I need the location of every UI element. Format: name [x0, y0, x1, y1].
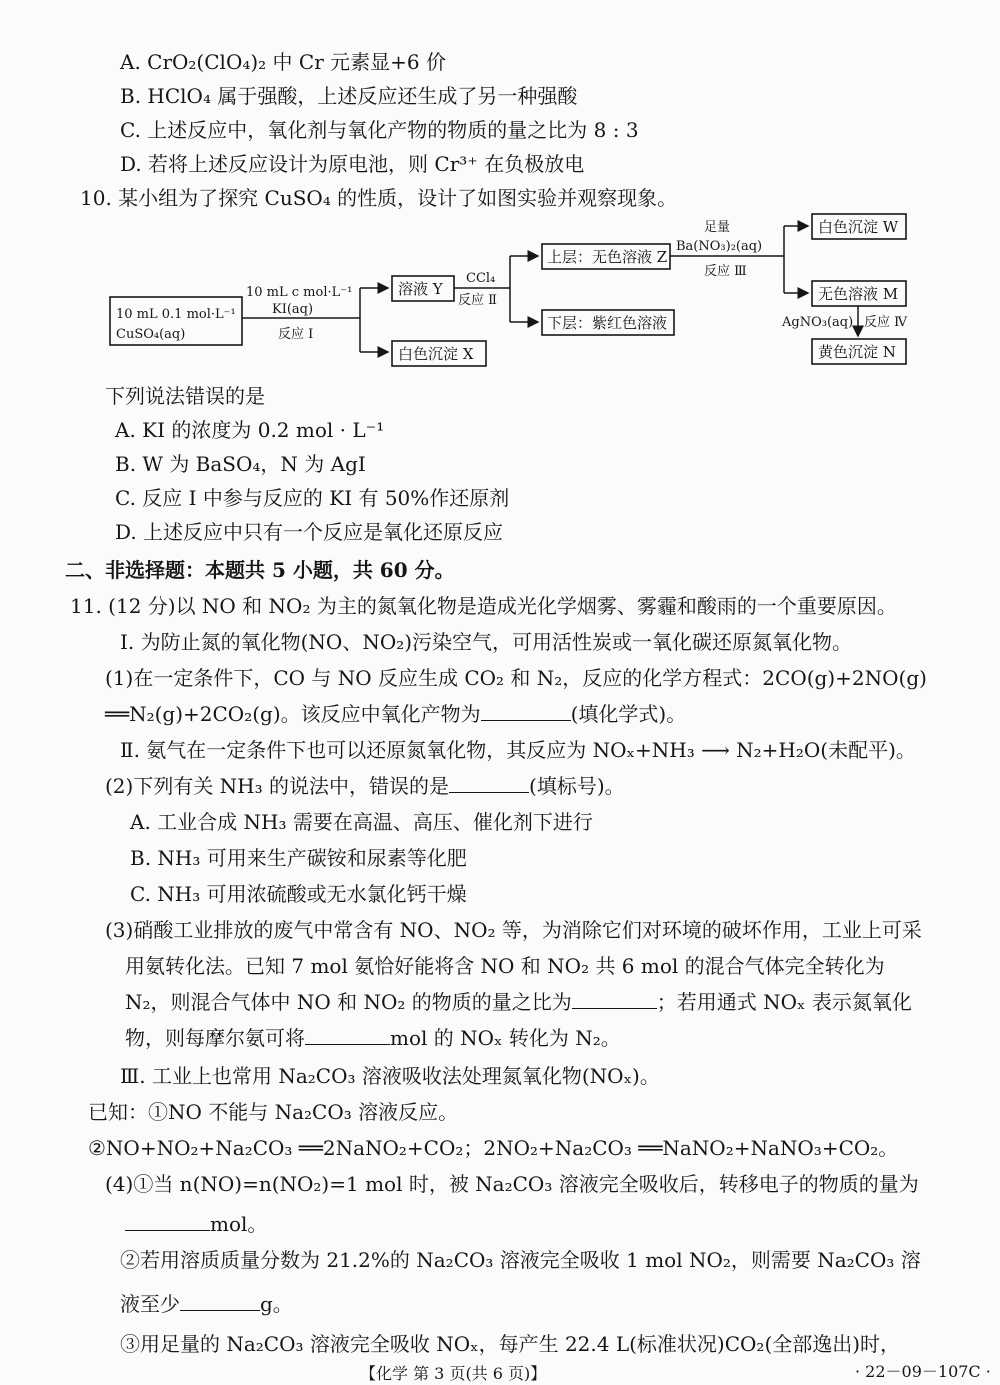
q11-sub-2-option-b: B. NH₃ 可用来生产碳铵和尿素等化肥	[130, 846, 467, 870]
q11-part-1: Ⅰ. 为防止氮的氧化物(NO、NO₂)污染空气，可用活性炭或一氧化碳还原氮氧化物。	[120, 630, 853, 654]
reaction-3-label: 反应 Ⅲ	[704, 264, 747, 279]
q11-sub-1-text-a: ══N₂(g)+2CO₂(g)。该反应中氧化产物为	[105, 702, 481, 726]
q11-sub-3-text-a: N₂，则混合气体中 NO 和 NO₂ 的物质的量之比为	[125, 990, 572, 1014]
answer-blank-6[interactable]	[180, 1292, 260, 1311]
q11-sub-3-text-b: ；若用通式 NOₓ 表示氮氧化	[656, 990, 912, 1014]
reaction-2-label: 反应 Ⅱ	[458, 293, 497, 308]
reaction-1-kI: KI(aq)	[272, 302, 314, 317]
q11-sub-4-3-line1: ③用足量的 Na₂CO₃ 溶液完全吸收 NOₓ，每产生 22.4 L(标准状况)CO₂(全部逸出)时，	[120, 1332, 901, 1356]
reaction-3-amount: 足量	[704, 220, 731, 235]
q9-option-d: D. 若将上述反应设计为原电池，则 Cr³⁺ 在负极放电	[120, 152, 585, 176]
answer-blank-5[interactable]	[125, 1212, 210, 1231]
q11-sub-4-2-text-b: g。	[260, 1292, 293, 1316]
q11-sub-3-text-d: mol 的 NOₓ 转化为 N₂。	[390, 1026, 621, 1050]
q10-option-b: B. W 为 BaSO₄，N 为 AgI	[115, 452, 366, 476]
q11-stem: 11. (12 分)以 NO 和 NO₂ 为主的氮氧化物是造成光化学烟雾、雾霾和酸雨的一个重要原因。	[70, 594, 897, 618]
q11-sub-3-line4	[125, 1024, 621, 1052]
answer-blank-4[interactable]	[305, 1026, 390, 1045]
q9-option-a: A. CrO₂(ClO₄)₂ 中 Cr 元素显+6 价	[120, 50, 446, 74]
answer-blank-2[interactable]	[449, 774, 529, 793]
q11-sub-2-option-c: C. NH₃ 可用浓硫酸或无水氯化钙干燥	[130, 882, 467, 906]
reaction-4-label: 反应 Ⅳ	[864, 315, 908, 330]
q11-sub-2-option-a: A. 工业合成 NH₃ 需要在高温、高压、催化剂下进行	[130, 810, 593, 834]
upper-layer-label: 上层：无色溶液 Z	[547, 248, 668, 266]
q9-option-c: C. 上述反应中，氧化剂与氧化产物的物质的量之比为 8 : 3	[120, 118, 639, 142]
q11-sub-4-2-line1: ②若用溶质质量分数为 21.2%的 Na₂CO₃ 溶液完全吸收 1 mol NO₂，则需要 Na₂CO₃ 溶	[120, 1248, 921, 1272]
q11-sub-4-line1: (4)①当 n(NO)=n(NO₂)=1 mol 时，被 Na₂CO₃ 溶液完全吸收后，转移电子的物质的量为	[105, 1172, 919, 1196]
reaction-2-reagent: CCl₄	[466, 271, 496, 286]
q11-sub-3-line1: (3)硝酸工业排放的废气中常含有 NO、NO₂ 等，为消除它们对环境的破坏作用，工业上可采	[105, 918, 922, 942]
q11-part-3: Ⅲ. 工业上也常用 Na₂CO₃ 溶液吸收法处理氮氧化物(NOₓ)。	[120, 1064, 660, 1088]
lower-layer-label: 下层：紫红色溶液	[547, 314, 668, 332]
answer-blank-1[interactable]	[481, 702, 571, 721]
reaction-4-reagent: AgNO₃(aq)	[782, 315, 854, 330]
q11-known-2: ②NO+NO₂+Na₂CO₃ ══2NaNO₂+CO₂；2NO₂+Na₂CO₃ ══NaNO₂+NaNO₃+CO₂。	[88, 1136, 899, 1160]
q9-option-b: B. HClO₄ 属于强酸，上述反应还生成了另一种强酸	[120, 84, 578, 108]
q11-sub-2-text-b: (填标号)。	[529, 774, 625, 798]
start-box-line2: CuSO₄(aq)	[116, 327, 186, 342]
q10-option-d: D. 上述反应中只有一个反应是氧化还原反应	[115, 520, 504, 544]
q10-stem: 10. 某小组为了探究 CuSO₄ 的性质，设计了如图实验并观察现象。	[80, 186, 678, 210]
q11-sub-3-line2: 用氨转化法。已知 7 mol 氨恰好能将含 NO 和 NO₂ 共 6 mol 的混合气体完全转化为	[125, 954, 885, 978]
q11-sub-3-text-c: 物，则每摩尔氨可将	[125, 1026, 305, 1050]
q11-sub-2	[105, 772, 625, 800]
q11-sub-4-2-text-a: 液至少	[120, 1292, 180, 1316]
reaction-1-label: 反应 Ⅰ	[278, 327, 314, 342]
q11-sub-3-line3	[125, 988, 912, 1016]
colorless-m-label: 无色溶液 M	[818, 285, 899, 303]
yellow-ppt-n-label: 黄色沉淀 N	[818, 343, 896, 361]
q11-sub-4-text: mol。	[210, 1212, 268, 1236]
q10-option-a: A. KI 的浓度为 0.2 mol · L⁻¹	[115, 418, 385, 442]
answer-blank-3[interactable]	[572, 990, 657, 1009]
q11-sub-2-text-a: (2)下列有关 NH₃ 的说法中，错误的是	[105, 774, 450, 798]
q11-sub-1-line1: (1)在一定条件下，CO 与 NO 反应生成 CO₂ 和 N₂，反应的化学方程式：2CO(g)+2NO(g)	[105, 666, 927, 690]
section-2-heading: 二、非选择题：本题共 5 小题，共 60 分。	[65, 558, 455, 582]
q10-question: 下列说法错误的是	[105, 384, 265, 408]
page-number-footer: 【化学 第 3 页(共 6 页)】	[360, 1364, 547, 1383]
reaction-1-reagent: 10 mL c mol·L⁻¹	[246, 285, 353, 300]
solution-y-label: 溶液 Y	[398, 280, 443, 298]
reaction-3-reagent: Ba(NO₃)₂(aq)	[676, 239, 763, 254]
q11-known-1: 已知：①NO 不能与 Na₂CO₃ 溶液反应。	[88, 1100, 459, 1124]
q10-option-c: C. 反应 Ⅰ 中参与反应的 KI 有 50%作还原剂	[115, 486, 510, 510]
q11-sub-1-line2	[105, 700, 686, 728]
q11-part-2: Ⅱ. 氨气在一定条件下也可以还原氮氧化物，其反应为 NOₓ+NH₃ ⟶ N₂+H₂O(未配平)。	[120, 738, 916, 762]
q10-flow-diagram	[0, 200, 1000, 375]
start-box-line1: 10 mL 0.1 mol·L⁻¹	[116, 307, 236, 322]
white-ppt-x-label: 白色沉淀 X	[398, 345, 474, 363]
q11-sub-4-line2	[125, 1210, 267, 1238]
q11-sub-4-2-line2	[120, 1290, 293, 1318]
q11-sub-1-text-b: (填化学式)。	[570, 702, 687, 726]
exam-code: · 22－09－107C ·	[855, 1362, 991, 1381]
white-ppt-w-label: 白色沉淀 W	[818, 218, 899, 236]
